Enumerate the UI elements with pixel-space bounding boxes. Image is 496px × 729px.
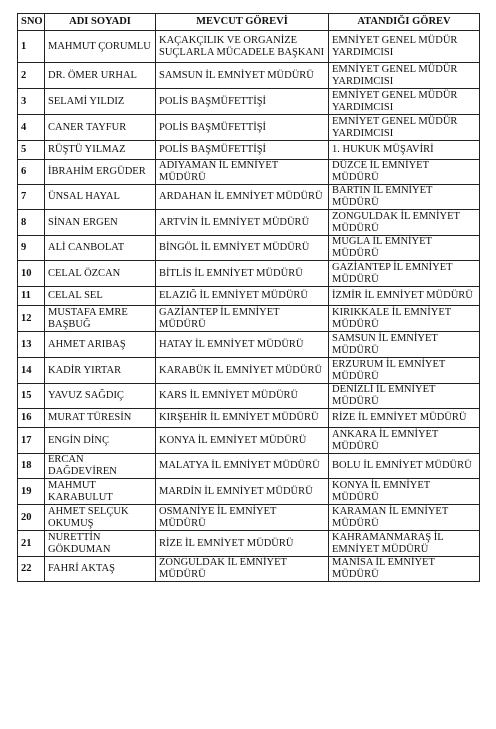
header-sno: SNO	[18, 14, 45, 31]
table-row	[18, 531, 480, 557]
row-sno: 7	[18, 185, 45, 210]
row-assigned-position: DÜZCE İL EMNİYET MÜDÜRÜ	[329, 160, 480, 185]
row-sno: 5	[18, 141, 45, 160]
row-sno: 19	[18, 479, 45, 505]
row-sno: 9	[18, 236, 45, 261]
row-name: FAHRİ AKTAŞ	[45, 557, 156, 582]
row-assigned-position: MUĞLA İL EMNİYET MÜDÜRÜ	[329, 236, 480, 261]
row-name: MURAT TÜRESİN	[45, 409, 156, 428]
table-row	[18, 384, 480, 409]
row-current-position: KARABÜK İL EMNİYET MÜDÜRÜ	[156, 358, 329, 384]
table-row	[18, 287, 480, 306]
row-current-position: MARDİN İL EMNİYET MÜDÜRÜ	[156, 479, 329, 505]
appointments-table	[17, 13, 480, 582]
row-name: CELAL SEL	[45, 287, 156, 306]
table-row	[18, 115, 480, 141]
table-row	[18, 31, 480, 63]
row-sno: 13	[18, 332, 45, 358]
row-current-position: GAZİANTEP İL EMNİYET MÜDÜRÜ	[156, 306, 329, 332]
row-current-position: KARS İL EMNİYET MÜDÜRÜ	[156, 384, 329, 409]
row-current-position: KAÇAKÇILIK VE ORGANİZE SUÇLARLA MÜCADELE BAŞKANI	[156, 31, 329, 63]
table-row	[18, 185, 480, 210]
row-name: DR. ÖMER URHAL	[45, 63, 156, 89]
row-assigned-position: KAHRAMANMARAŞ İL EMNİYET MÜDÜRÜ	[329, 531, 480, 557]
table-row	[18, 89, 480, 115]
row-current-position: POLİS BAŞMÜFETTİŞİ	[156, 115, 329, 141]
document-page	[17, 13, 479, 582]
row-current-position: ELAZIĞ İL EMNİYET MÜDÜRÜ	[156, 287, 329, 306]
row-name: SELAMİ YILDIZ	[45, 89, 156, 115]
row-sno: 20	[18, 505, 45, 531]
row-current-position: KIRŞEHİR İL EMNİYET MÜDÜRÜ	[156, 409, 329, 428]
row-assigned-position: GAZİANTEP İL EMNİYET MÜDÜRÜ	[329, 261, 480, 287]
header-row	[18, 14, 480, 31]
row-current-position: ZONGULDAK İL EMNİYET MÜDÜRÜ	[156, 557, 329, 582]
table-row	[18, 261, 480, 287]
row-current-position: MALATYA İL EMNİYET MÜDÜRÜ	[156, 454, 329, 479]
row-current-position: ARDAHAN İL EMNİYET MÜDÜRÜ	[156, 185, 329, 210]
row-sno: 21	[18, 531, 45, 557]
row-assigned-position: KONYA İL EMNİYET MÜDÜRÜ	[329, 479, 480, 505]
row-current-position: POLİS BAŞMÜFETTİŞİ	[156, 89, 329, 115]
row-sno: 6	[18, 160, 45, 185]
row-current-position: KONYA İL EMNİYET MÜDÜRÜ	[156, 428, 329, 454]
table-row	[18, 454, 480, 479]
row-sno: 4	[18, 115, 45, 141]
row-assigned-position: RİZE İL EMNİYET MÜDÜRÜ	[329, 409, 480, 428]
row-assigned-position: KIRIKKALE İL EMNİYET MÜDÜRÜ	[329, 306, 480, 332]
row-assigned-position: ANKARA İL EMNİYET MÜDÜRÜ	[329, 428, 480, 454]
row-assigned-position: 1. HUKUK MÜŞAVİRİ	[329, 141, 480, 160]
row-current-position: HATAY İL EMNİYET MÜDÜRÜ	[156, 332, 329, 358]
row-assigned-position: EMNİYET GENEL MÜDÜR YARDIMCISI	[329, 115, 480, 141]
row-current-position: POLİS BAŞMÜFETTİŞİ	[156, 141, 329, 160]
row-current-position: OSMANİYE İL EMNİYET MÜDÜRÜ	[156, 505, 329, 531]
row-current-position: BİNGÖL İL EMNİYET MÜDÜRÜ	[156, 236, 329, 261]
row-sno: 3	[18, 89, 45, 115]
row-assigned-position: ZONGULDAK İL EMNİYET MÜDÜRÜ	[329, 210, 480, 236]
row-name: ENGİN DİNÇ	[45, 428, 156, 454]
row-name: CANER TAYFUR	[45, 115, 156, 141]
row-name: RÜŞTÜ YILMAZ	[45, 141, 156, 160]
row-name: İBRAHİM ERGÜDER	[45, 160, 156, 185]
row-sno: 12	[18, 306, 45, 332]
table-row	[18, 557, 480, 582]
row-sno: 16	[18, 409, 45, 428]
row-sno: 22	[18, 557, 45, 582]
row-assigned-position: DENİZLİ İL EMNİYET MÜDÜRÜ	[329, 384, 480, 409]
row-current-position: RİZE İL EMNİYET MÜDÜRÜ	[156, 531, 329, 557]
table-row	[18, 505, 480, 531]
row-assigned-position: SAMSUN İL EMNİYET MÜDÜRÜ	[329, 332, 480, 358]
table-row	[18, 141, 480, 160]
row-assigned-position: BOLU İL EMNİYET MÜDÜRÜ	[329, 454, 480, 479]
row-name: MUSTAFA EMRE BAŞBUĞ	[45, 306, 156, 332]
table-body	[18, 31, 480, 582]
row-sno: 17	[18, 428, 45, 454]
row-name: NURETTİN GÖKDUMAN	[45, 531, 156, 557]
table-row	[18, 63, 480, 89]
table-row	[18, 160, 480, 185]
row-current-position: SAMSUN İL EMNİYET MÜDÜRÜ	[156, 63, 329, 89]
row-name: ERCAN DAĞDEVİREN	[45, 454, 156, 479]
table-row	[18, 409, 480, 428]
row-current-position: ADIYAMAN İL EMNİYET MÜDÜRÜ	[156, 160, 329, 185]
row-sno: 11	[18, 287, 45, 306]
row-sno: 14	[18, 358, 45, 384]
table-row	[18, 236, 480, 261]
header-name: ADI SOYADI	[45, 14, 156, 31]
row-assigned-position: EMNİYET GENEL MÜDÜR YARDIMCISI	[329, 31, 480, 63]
table-row	[18, 358, 480, 384]
row-name: KADİR YIRTAR	[45, 358, 156, 384]
row-name: SİNAN ERGEN	[45, 210, 156, 236]
row-assigned-position: İZMİR İL EMNİYET MÜDÜRÜ	[329, 287, 480, 306]
table-row	[18, 306, 480, 332]
row-assigned-position: ERZURUM İL EMNİYET MÜDÜRÜ	[329, 358, 480, 384]
table-row	[18, 210, 480, 236]
table-header	[18, 14, 480, 31]
row-sno: 2	[18, 63, 45, 89]
row-sno: 18	[18, 454, 45, 479]
row-assigned-position: BARTIN İL EMNİYET MÜDÜRÜ	[329, 185, 480, 210]
table-row	[18, 479, 480, 505]
row-assigned-position: KARAMAN İL EMNİYET MÜDÜRÜ	[329, 505, 480, 531]
row-name: MAHMUT ÇORUMLU	[45, 31, 156, 63]
row-sno: 10	[18, 261, 45, 287]
row-name: AHMET ARIBAŞ	[45, 332, 156, 358]
row-current-position: ARTVİN İL EMNİYET MÜDÜRÜ	[156, 210, 329, 236]
row-name: AHMET SELÇUK OKUMUŞ	[45, 505, 156, 531]
row-current-position: BİTLİS İL EMNİYET MÜDÜRÜ	[156, 261, 329, 287]
row-name: YAVUZ SAĞDIÇ	[45, 384, 156, 409]
table-row	[18, 332, 480, 358]
row-name: MAHMUT KARABULUT	[45, 479, 156, 505]
row-sno: 15	[18, 384, 45, 409]
table-row	[18, 428, 480, 454]
row-name: ALİ CANBOLAT	[45, 236, 156, 261]
row-name: CELAL ÖZCAN	[45, 261, 156, 287]
row-sno: 1	[18, 31, 45, 63]
row-assigned-position: EMNİYET GENEL MÜDÜR YARDIMCISI	[329, 63, 480, 89]
row-assigned-position: MANİSA İL EMNİYET MÜDÜRÜ	[329, 557, 480, 582]
row-assigned-position: EMNİYET GENEL MÜDÜR YARDIMCISI	[329, 89, 480, 115]
row-sno: 8	[18, 210, 45, 236]
header-assigned-position: ATANDIĞI GÖREV	[329, 14, 480, 31]
row-name: ÜNSAL HAYAL	[45, 185, 156, 210]
header-current-position: MEVCUT GÖREVİ	[156, 14, 329, 31]
